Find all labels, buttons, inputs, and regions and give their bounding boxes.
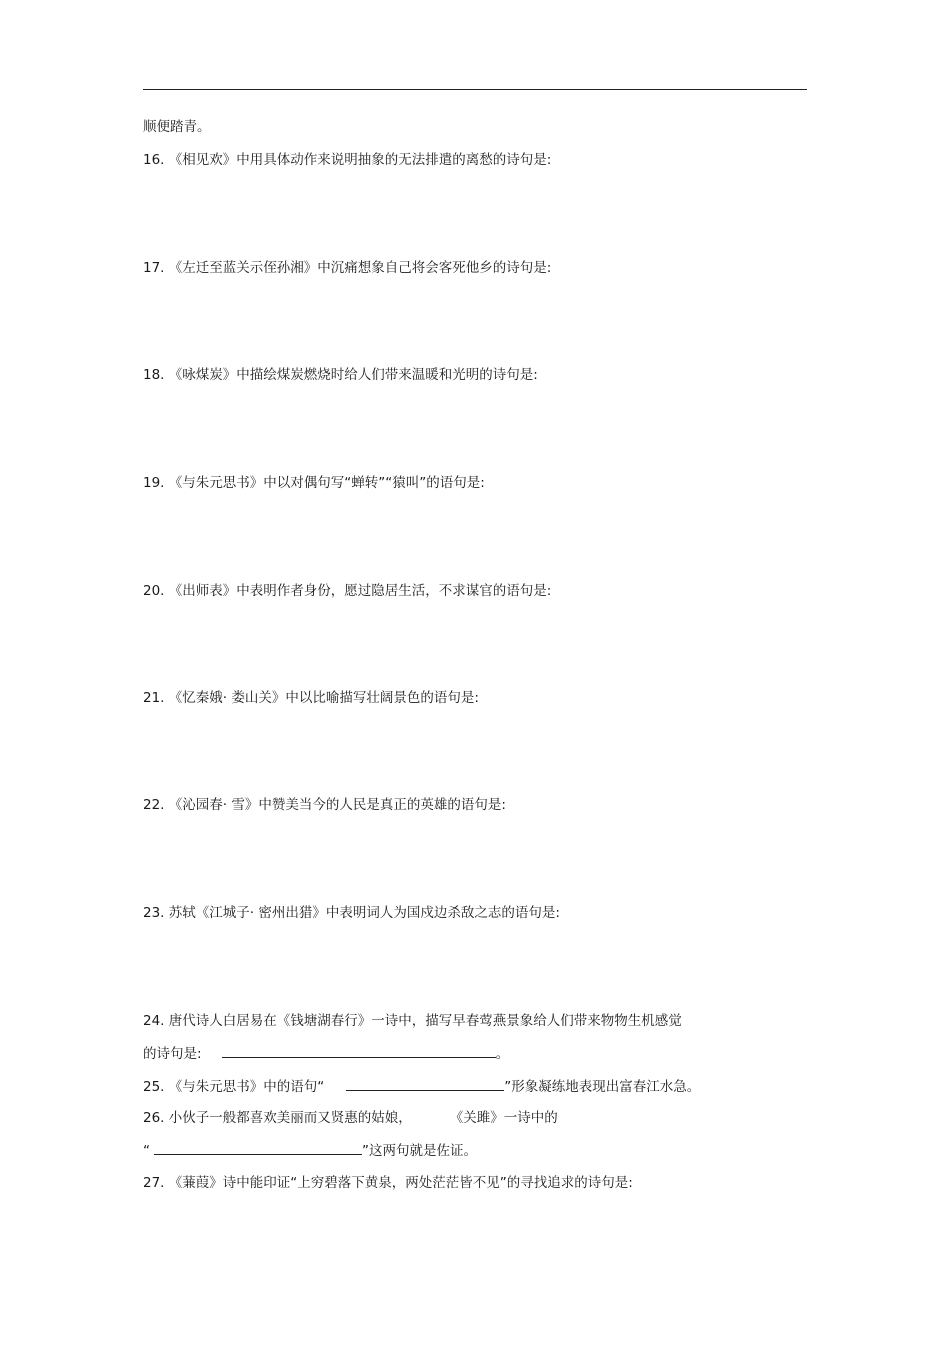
question-20 [143,582,551,600]
question-text: 。 [495,1046,510,1062]
answer-blank[interactable] [346,1077,504,1091]
question-26-line2 [143,1141,477,1160]
question-number: 18. [143,367,165,383]
question-text: ”这两句就是佐证。 [362,1143,477,1159]
question-text: 《沁园春· 雪》中赞美当今的人民是真正的英雄的语句是: [168,797,506,813]
question-25 [143,1077,700,1096]
question-text: 《与朱元思书》中以对偶句写“蝉转”“猿叫”的语句是: [168,475,485,491]
answer-blank[interactable] [154,1141,362,1155]
question-24 [143,1012,682,1030]
question-number: 22. [143,797,165,813]
question-23 [143,904,560,922]
continuation-text [143,118,211,136]
question-17 [143,259,551,277]
question-text: 的诗句是: [143,1046,202,1062]
question-number: 26. [143,1110,165,1126]
question-number: 19. [143,475,165,491]
question-21 [143,689,479,707]
question-text: 《蒹葭》诗中能印证“上穷碧落下黄泉，两处茫茫皆不见”的寻找追求的诗句是: [168,1175,633,1191]
question-text: 小伙子一般都喜欢美丽而又贤惠的姑娘， [168,1110,412,1126]
question-number: 27. [143,1175,165,1191]
question-16 [143,151,551,169]
question-text: 苏轼《江城子· 密州出猎》中表明词人为国戍边杀敌之志的语句是: [168,905,560,921]
question-text: 《与朱元思书》中的语句“ [168,1079,325,1095]
question-26 [143,1109,558,1127]
question-number: 25. [143,1079,165,1095]
question-19 [143,474,485,492]
question-18 [143,366,538,384]
question-text: 《左迁至蓝关示侄孙湘》中沉痛想象自己将会客死他乡的诗句是: [168,260,552,276]
question-22 [143,796,506,814]
question-number: 24. [143,1013,165,1029]
answer-blank[interactable] [222,1044,496,1058]
continuation-label: 顺便踏青。 [143,119,211,135]
question-text: 《咏煤炭》中描绘煤炭燃烧时给人们带来温暖和光明的诗句是: [168,367,538,383]
question-text: 《相见欢》中用具体动作来说明抽象的无法排遣的离愁的诗句是: [168,152,552,168]
question-number: 21. [143,690,165,706]
question-number: 20. [143,583,165,599]
question-24-line2 [143,1044,509,1063]
question-text: 《忆秦娥· 娄山关》中以比喻描写壮阔景色的语句是: [168,690,479,706]
question-number: 16. [143,152,165,168]
question-number: 23. [143,905,165,921]
question-text: “ [143,1143,150,1159]
question-text: 唐代诗人白居易在《钱塘湖春行》一诗中，描写早春莺燕景象给人们带来物物生机感觉 [168,1013,682,1029]
header-rule [143,89,807,90]
question-27 [143,1174,633,1192]
question-number: 17. [143,260,165,276]
question-text: 《关雎》一诗中的 [449,1110,558,1126]
question-text: 《出师表》中表明作者身份，愿过隐居生活，不求谋官的语句是: [168,583,552,599]
question-text: ”形象凝练地表现出富春江水急。 [504,1079,701,1095]
